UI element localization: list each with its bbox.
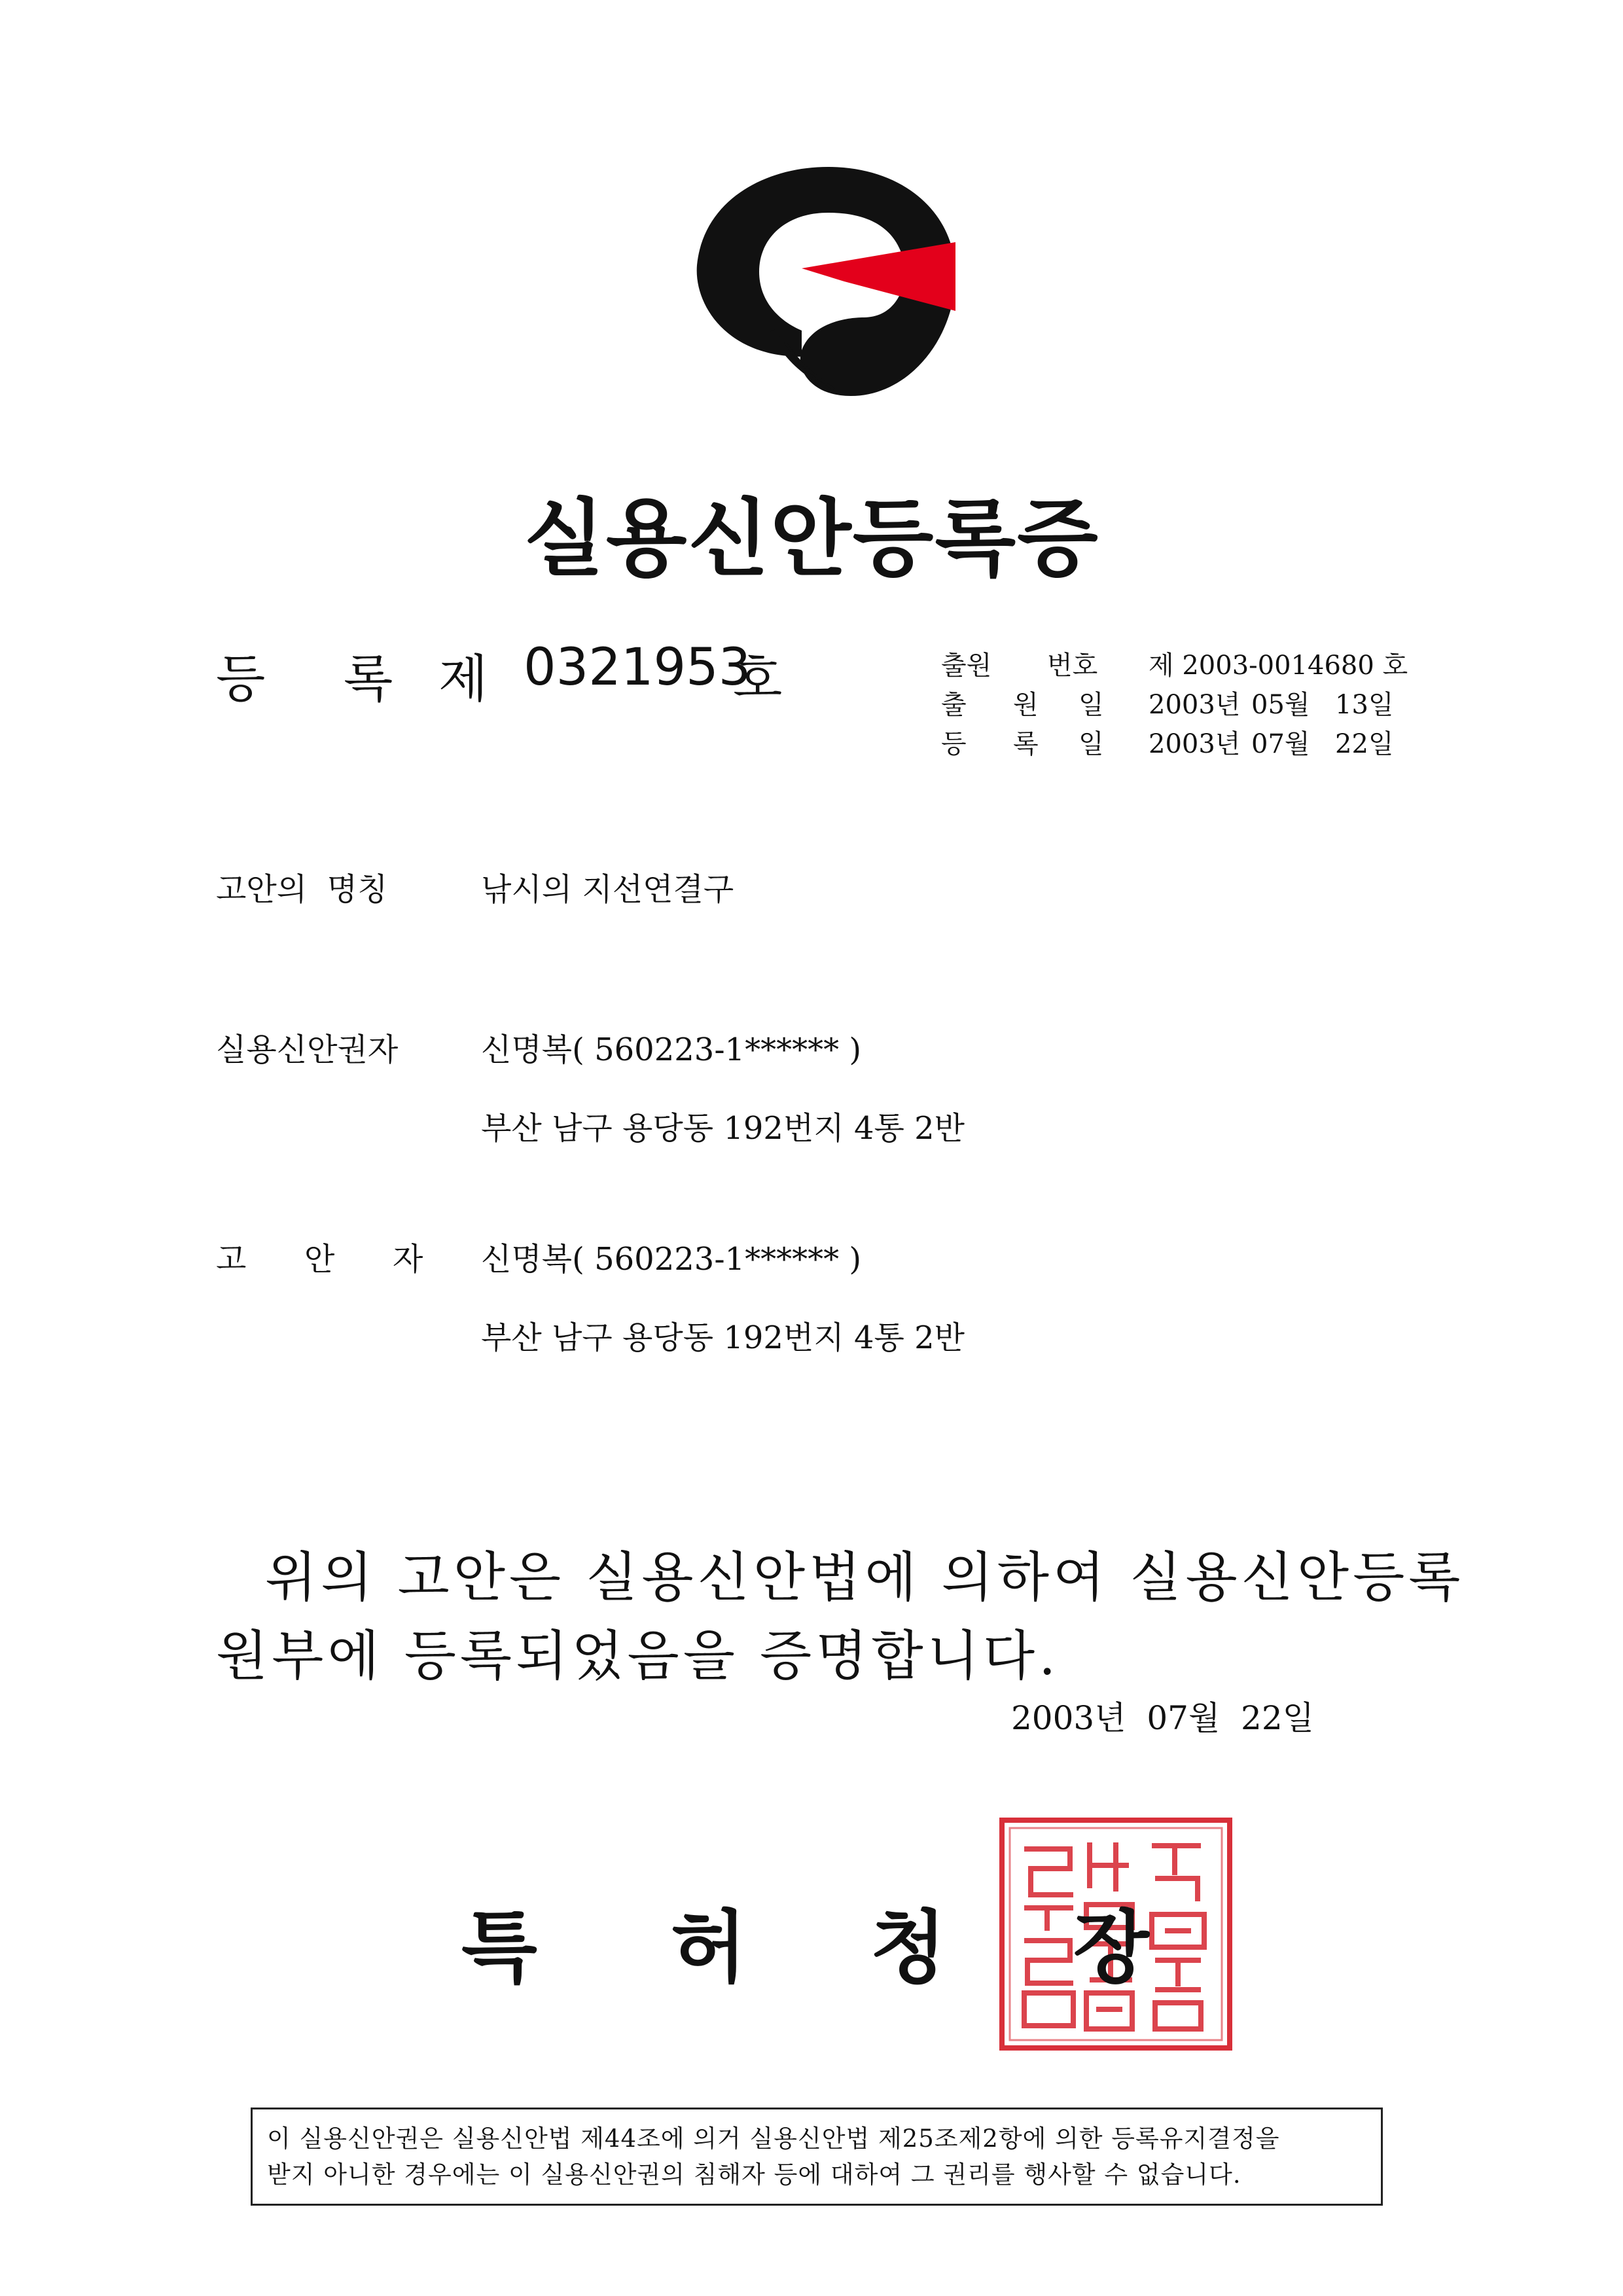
registration-date-year: 2003년 <box>1149 729 1241 759</box>
invention-title-label: 고안의 명칭 <box>216 871 388 908</box>
registration-date-day: 22일 <box>1335 729 1394 759</box>
inventor-address: 부산 남구 용당동 192번지 4통 2반 <box>481 1319 965 1356</box>
government-emblem-icon <box>687 160 975 403</box>
statement-line-2: 원부에 등록되었음을 증명합니다. <box>216 1625 1060 1687</box>
application-date-month: 05월 <box>1251 690 1310 720</box>
registration-suffix: 호 <box>733 650 783 709</box>
application-date-label-2: 원 <box>1013 690 1039 720</box>
registration-label-2: 록 <box>344 650 393 709</box>
inventor-label-3: 자 <box>393 1241 423 1278</box>
issuer-char-2: 허 <box>671 1903 747 1994</box>
issuer-char-3: 청 <box>870 1903 946 1994</box>
issue-date: 2003년 07월 22일 <box>1011 1699 1314 1737</box>
inventor-label-2: 안 <box>304 1241 335 1278</box>
application-date-label-3: 일 <box>1079 690 1104 720</box>
registration-label-1: 등 <box>216 650 266 709</box>
issuer-char-1: 특 <box>461 1903 537 1994</box>
application-number-label-2: 번호 <box>1047 651 1098 681</box>
application-number-value: 제 2003-0014680 호 <box>1149 651 1408 681</box>
registration-date-label-1: 등 <box>941 729 967 759</box>
statement-line-1: 위의 고안은 실용신안법에 의하여 실용신안등록 <box>265 1547 1465 1609</box>
notice-line-1: 이 실용신안권은 실용신안법 제44조에 의거 실용신안법 제25조제2항에 의한 등록유지결정을 <box>267 2125 1280 2153</box>
notice-line-2: 받지 아니한 경우에는 이 실용신안권의 침해자 등에 대하여 그 권리를 행사할 수 없습니다. <box>267 2161 1241 2189</box>
issuer-char-4: 장 <box>1073 1903 1149 1994</box>
certificate-title: 실용신안등록증 <box>524 490 1099 588</box>
application-number-label-1: 출원 <box>941 651 992 681</box>
registration-label-3: 제 <box>438 650 488 709</box>
rights-holder-address: 부산 남구 용당동 192번지 4통 2반 <box>481 1110 965 1147</box>
application-date-year: 2003년 <box>1149 690 1241 720</box>
inventor-label-1: 고 <box>216 1241 247 1278</box>
registration-number: 0321953 <box>524 638 751 697</box>
application-date-day: 13일 <box>1335 690 1394 720</box>
application-date-label-1: 출 <box>941 690 967 720</box>
inventor-name: 신명복( 560223-1****** ) <box>481 1241 862 1278</box>
rights-holder-label: 실용신안권자 <box>216 1031 399 1068</box>
invention-title-value: 낚시의 지선연결구 <box>481 871 734 908</box>
registration-date-month: 07월 <box>1251 729 1310 759</box>
rights-holder-name: 신명복( 560223-1****** ) <box>481 1031 862 1068</box>
registration-date-label-2: 록 <box>1013 729 1039 759</box>
registration-date-label-3: 일 <box>1079 729 1104 759</box>
